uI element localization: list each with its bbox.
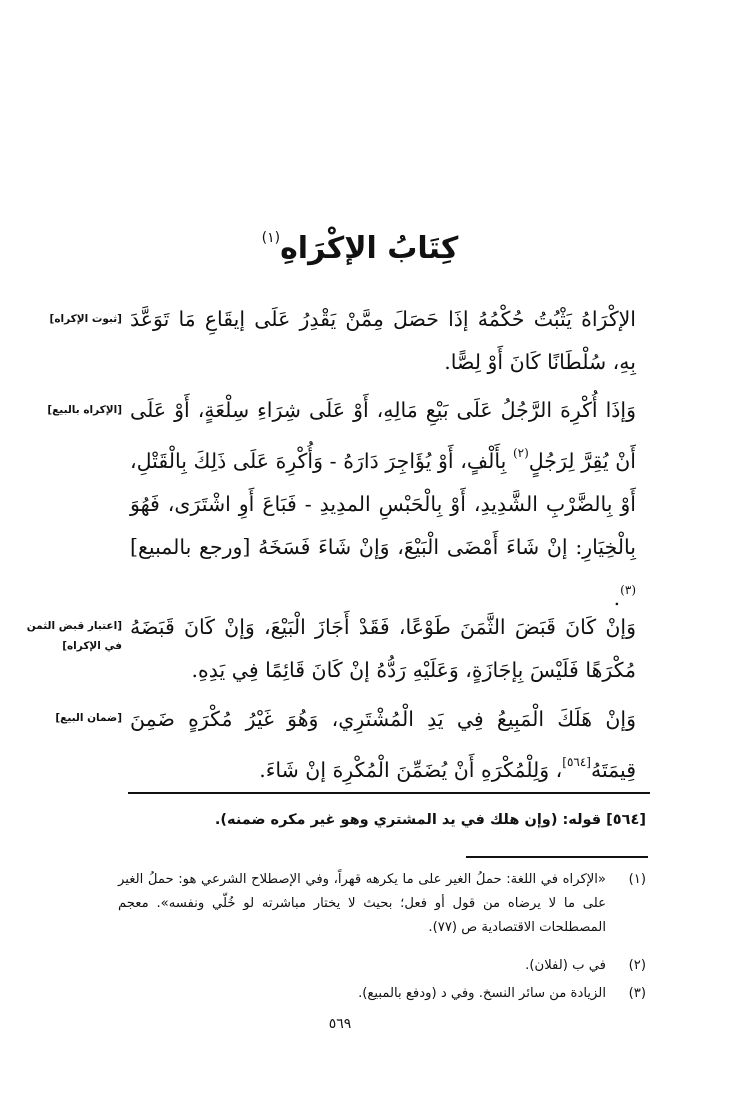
footnote-number: (٢)	[628, 958, 646, 973]
marginal-note-coercion-validity: [ثبوت الإكراه]	[49, 313, 122, 325]
footnote-1	[118, 868, 646, 940]
paragraph-text: وَإذَا أُكْرِهَ الرَّجُلُ عَلَى بَيْعِ مَالِهِ، أَوْ عَلَى شِرَاءِ سِلْعَةٍ، أَوْ عَلَى أَنْ يُقِرَّ لِرَجُلٍ	[130, 398, 636, 473]
footnote-number: (٣)	[628, 986, 646, 1001]
marginal-note-price-receipt: [اعتبار قبض الثمن في الإكراه]	[26, 620, 122, 652]
main-text-divider	[128, 792, 650, 794]
footnote-number: (١)	[628, 872, 646, 887]
chapter-footnote-marker: (١)	[261, 230, 281, 246]
paragraph-price-receipt: وَإنْ كَانَ قَبَضَ الثَّمَنَ طَوْعًا، فَقَدْ أَجَازَ الْبَيْعَ، وَإنْ كَانَ قَبَضَهُ مُكْرَهًا فَلَيْسَ بِإجَازَةٍ، وَعَلَيْهِ رَدُّهُ إنْ كَانَ قَائِمًا فِي يَدِهِ.	[130, 615, 636, 682]
footnote-text: في ب (لفلان).	[525, 958, 606, 973]
footnote-marker-2: (٢)	[512, 446, 529, 460]
chapter-title	[190, 212, 530, 275]
footnote-divider	[466, 856, 648, 858]
footnote-3	[118, 982, 646, 1006]
paragraph-text: .	[613, 586, 621, 610]
commentary-note-564: [٥٦٤] قوله: (وإن هلك في يد المشتري وهو غير مكره ضمنه).	[214, 812, 646, 828]
paragraph-text: بِأَلْفٍ، أَوْ يُؤَاجِرَ دَارَهُ - وَأُكْرِهَ عَلَى ذَلِكَ بِالْقَتْلِ، أَوْ بِالضَّرْبِ الشَّدِيدِ، أَوْ بِالْحَبْسِ المدِيدِ - فَبَاعَ أَوِ اشْتَرَى، فَهُوَ بِالْخِيَارِ: إنْ شَاءَ أَمْضَى الْبَيْعَ، وَإنْ شَاءَ فَسَخَهُ [ورجع بالمبيع]	[130, 449, 636, 559]
footnote-text: الزيادة من سائر النسخ. وفي د (ودفع بالمبيع).	[358, 986, 606, 1001]
marginal-note-sale-liability: [ضمان البيع]	[55, 712, 122, 724]
commentary-reference-564: [٥٦٤]	[562, 755, 591, 769]
footnote-text: «الإكراه في اللغة: حملُ الغير على ما يكرهه قهراً، وفي الإصطلاح الشرعي هو: حملُ الغير على ما لا يرضاه من قول أو فعل؛ بحيث لا يختار مباشرته لو خُلّي ونفسه». معجم المصطلحات الاقتصادية ص (٧٧).	[118, 872, 606, 935]
chapter-title-text: كِتَابُ الإكْرَاهِ	[280, 231, 459, 266]
paragraph-text: ، وَلِلْمُكْرَهِ أَنْ يُضَمِّنَ الْمُكْرِهَ إنْ شَاءَ.	[259, 758, 563, 782]
footnote-2	[118, 954, 646, 978]
paragraph-coercion-in-sale	[130, 389, 636, 620]
footnote-marker-3: (٣)	[620, 583, 636, 597]
paragraph-coercion-validity: الإكْرَاهُ يَثْبُتُ حُكْمُهُ إذَا حَصَلَ مِمَّنْ يَقْدِرُ عَلَى إيقَاعِ مَا تَوَعَّدَ بِهِ، سُلْطَانًا كَانَ أَوْ لِصًّا.	[130, 307, 636, 374]
paragraph-text: وَإنْ هَلَكَ الْمَبِيعُ فِي يَدِ الْمُشْتَرِي، وَهُوَ غَيْرُ مُكْرَهٍ ضَمِنَ قِيمَتَهُ	[130, 707, 636, 782]
page-number: ٥٦٩	[328, 1016, 352, 1032]
paragraph-sale-liability	[130, 698, 636, 792]
marginal-note-coercion-in-sale: [الإكراه بالبيع]	[47, 404, 122, 416]
